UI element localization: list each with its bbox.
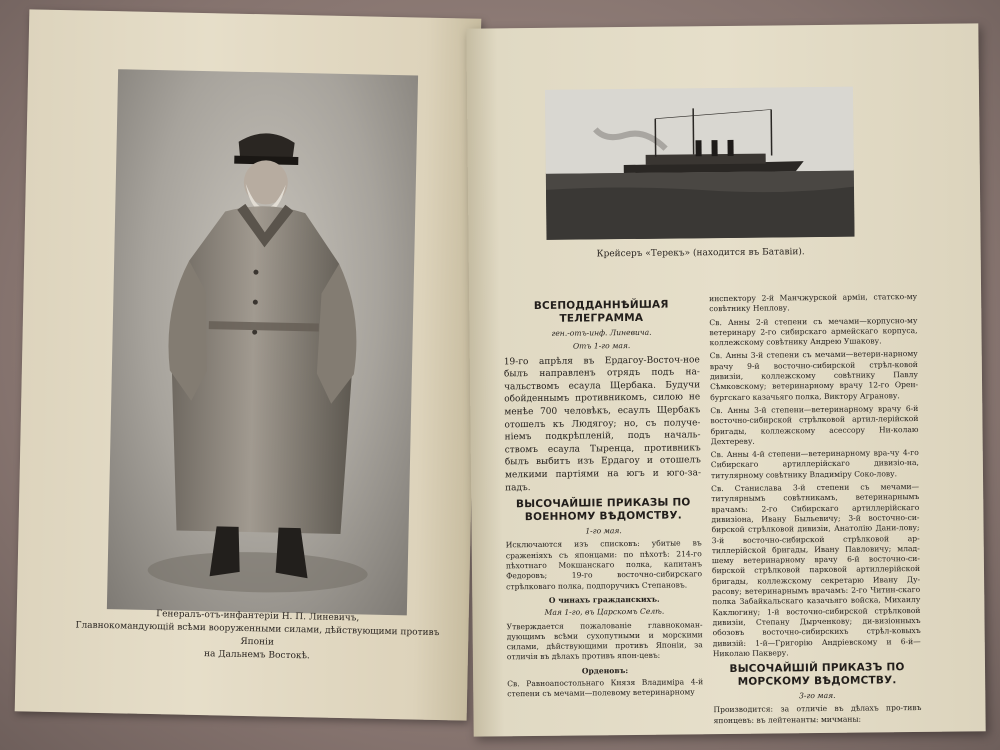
award-text-1: инспектору 2-й Манчжурской арміи, статско-му совѣтнику Неплову. xyxy=(709,291,918,314)
civil-ranks-heading: О чинахъ гражданскихъ. xyxy=(548,594,660,605)
orders-text: Св. Равноапостольнаго Князя Владиміра 4-й степени съ мечами—полевому ветеринарному xyxy=(507,677,704,699)
award-text-3: Св. Анны 3-й степени съ мечами—ветери-нарному врачу 9-й восточно-сибирской стрѣл-ковой дивизіи, коллежскому совѣтнику Павлу Сѣмковскому; ветеринарному врачу 12-го Орен-бургскаго казачьяго полка, Виктору Агранову. xyxy=(709,349,919,402)
general-portrait-illustration xyxy=(107,69,418,615)
naval-order-heading: ВЫСОЧАЙШІЙ ПРИКАЗЪ ПО МОРСКОМУ ВѢДОМСТВУ. xyxy=(729,661,905,688)
left-page xyxy=(15,9,482,720)
civil-ranks-date: Мая 1-го, въ Царскомъ Селѣ. xyxy=(544,606,665,618)
right-page xyxy=(466,23,985,736)
cruiser-illustration xyxy=(545,87,855,240)
caption-line-2: Главнокомандующій всѣми вооруженными силами, дѣйствующими противъ Японіи xyxy=(75,620,440,648)
cruiser-photo xyxy=(545,87,855,240)
award-text-2: Св. Анны 2-й степени съ мечами—корпусно-му ветеринару 2-го сибирскаго армейскаго корпуса, коллежскому совѣтнику Андрею Ушакову. xyxy=(709,315,918,348)
naval-order-date: 3-го мая. xyxy=(799,690,836,701)
military-orders-date: 1-го мая. xyxy=(585,526,622,536)
telegram-author: ген.-отъ-инф. Линевича. xyxy=(551,327,652,338)
caption-line-1: Генералъ-отъ-инфантеріи Н. П. Линевичъ, xyxy=(156,609,360,624)
award-text-6: Св. Станислава 3-й степени съ мечами—титулярнымъ совѣтникамъ, ветеринарнымъ врачамъ: 2-го Сибирскаго артиллерійскаго дивизіона, Ивану Быльевичу; 3-й восточно-си-бирской стрѣлковой дивизіи, Анатолію Дани-лову; 3-й восточно-сибирской стрѣлковой ар-тиллерійской бригады, Ивану Павловичу; млад-шему ветеринарному врачу 6-й восточно-си-бирской стрѣлковой парковой артиллерійской бригады, коллежскому секретарю Ивану Ду-расову; ветеринарнымъ врачамъ: 2-го Читин-скаго полка Забайкальскаго казачьяго войска, Михаилу Каклюгину; 1-й восточно-сибирской стрѣлковой дивизіи, Степану Дырченкову; ди-визіонныхъ обозовъ восточно-сибирскихъ стрѣл-ковыхъ дивизій: 1-й—Григорію Андріевскому и 6-й—Николаю Пакверу. xyxy=(711,482,921,658)
award-text-4: Св. Анны 3-й степени—ветеринарному врачу 6-й восточно-сибирской стрѣлковой артил-лерійской бригады, коллежскому асессору Ни-колаю Дехтереву. xyxy=(710,403,919,447)
telegram-date: Отъ 1-го мая. xyxy=(572,341,631,351)
text-column-left xyxy=(503,294,703,703)
portrait-caption xyxy=(72,606,443,666)
text-column-right xyxy=(709,292,922,729)
orders-heading: Орденовъ: xyxy=(581,665,629,676)
telegram-heading: ВСЕПОДДАННѢЙШАЯ ТЕЛЕГРАММА xyxy=(533,298,669,325)
excluded-text: Исключаются изъ списковъ: убитые въ сраженіяхъ съ японцами: по пѣхотѣ: 214-го пѣхотнаго Мокшанскаго полка, капитанъ Федоровъ; 19-го восточно-сибирскаго стрѣлковаго полка, подпоручикъ Степановъ. xyxy=(505,538,703,591)
general-portrait-photo xyxy=(107,69,418,615)
cruiser-caption: Крейсеръ «Терекъ» (находится въ Батавіи). xyxy=(596,247,805,260)
award-text-5: Св. Анны 4-й степени—ветеринарному вра-чу 4-го Сибирскаго артиллерійскаго дивизіо-на, титулярному совѣтнику Владиміру Соко-лову. xyxy=(710,448,919,480)
caption-line-3: на Дальнемъ Востокѣ. xyxy=(203,649,310,662)
civil-ranks-text: Утверждается пожалованіе главнокоман-дующимъ всѣми сухопутными и морскими силами, дѣйствующими противъ Японіи, за отличія въ дѣлахъ противъ япон-цевъ: xyxy=(506,619,703,662)
telegram-text: 19-го апрѣля въ Ердагоу-Восточ-ное былъ направленъ отрядъ подъ на-чальствомъ есаула Щербака. Будучи обойденнымъ противникомъ, силою не менѣе 700 человѣкъ, есаулъ Щербакъ отошелъ къ Людягоу; но, съ получе-ніемъ подкрѣпленій, подъ началь-ствомъ есаула Тыренца, противникъ былъ выбитъ изъ Ердагоу и отошелъ мелкими партіями на югъ и юго-за-падъ. xyxy=(503,354,702,493)
military-orders-heading: ВЫСОЧАЙШІЕ ПРИКАЗЫ ПО ВОЕННОМУ ВѢДОМСТВУ. xyxy=(515,496,691,524)
promoted-text: Производится: за отличіе въ дѣлахъ про-тивъ японцевъ: въ лейтенанты: мичманы: xyxy=(713,703,922,725)
